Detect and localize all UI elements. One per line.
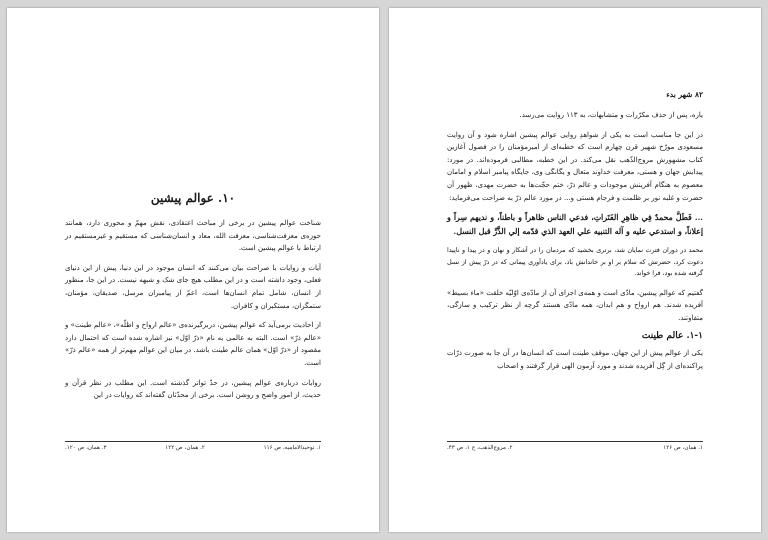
- footnote: ۱. همان، ص ۱۲۶: [663, 445, 703, 451]
- paragraph: روایات درباره‌ی عوالم پیشین، در حدّ تواتر گذشته است. این مطلب در نظر قرآن و حدیث، از امور واضح و روشن است. برخی از محدّثان گفته‌اند که روایات در این: [65, 378, 321, 400]
- paragraph: آیات و روایات با صراحت بیان می‌کنند که انسان موجود در این دنیا، پیش از این دنیای فعلی، وجود داشته است و در این مطلب هیچ جای شک و شبهه نیست. در این جا، منظور از انسان، شامل تمام انسان‌ها است، اعمّ از پیامبران مرسل، صدیقان، مؤمنان، ستمگران، مستکبران و کافران.: [65, 263, 321, 310]
- left-page-body: [65, 191, 321, 409]
- footnote: ۱. توحیدالامامیه، ص ۱۱۶: [263, 445, 321, 451]
- chapter-title: ۱۰. عوالم پیشین: [150, 191, 236, 205]
- footnotes: [447, 441, 703, 451]
- right-page: [389, 8, 761, 532]
- paragraph: شناخت عوالم پیشین در برخی از مباحث اعتقادی، نقش مهمّ و محوری دارد، همانند حوزه‌ی معرفت‌شناسی، معرفت الله، معاد و انسان‌شناسی که مستقیم و غیرمستقیم در ارتباط با عوالم پیشین است.: [65, 219, 321, 253]
- paragraph: در این جا مناسب است به یکی از شواهدِ روایی عوالم پیشین اشاره شود و آن روایت مسعودی مورّخ شهیر قرن چهارم است که خطبه‌ای از امیرمؤمنان را در فصول آغازین کتاب مشهورش مروج‌الذّهب نقل می‌کند. در این خطبه، مطالبی فرموده‌اند. در مورد: پیدایش جهان و هستی، معرفت خداوند متعال و یگانگی وی، جایگاه پیامبر اسلام و امامان معصوم به هنگام آفرینش موجودات و عالم ذرّ، ختم حجّت‌ها به حضرت مهدی، ظهور آن حضرت و غلبه نور بر ظلمت و فرجام هستی و... در مورد عالم ذرّ به صراحت می‌فرماید:: [447, 130, 703, 202]
- footnote: ۳. همان، ص ۱۲۰.: [65, 445, 107, 451]
- section-subtitle: ۱-۱. عالم طینت: [641, 331, 703, 342]
- right-page-body: [447, 109, 703, 380]
- paragraph: گفتیم که عوالم پیشین، مادّی است و همه‌ی اجزای آن از مادّه‌ی اوّلیّه خلقت «ماء بسیط» آفریده شدند. هم ارواح و هم ابدان، همه مادّی هستند گرچه از نظر ترکیب و سازگی، متفاوتند.: [447, 288, 703, 322]
- footnote: ۲. همان، ص ۱۲۲: [165, 445, 205, 451]
- running-header: ۸۲ شهر بدء: [666, 90, 703, 99]
- left-page: [7, 8, 379, 532]
- quote-translation: محمد در دوران فترت نمایان شد، برتری بخشید که مردمان را در آشکار و نهان و در پیدا و ناپیدا دعوت کرد، حضرتش که سلام بر او بر خاندانش باد، برای یادآوری پیمانی که در ذرّ پیش از نسل گرفته شده بود، فرا خواند.: [447, 247, 703, 278]
- footnotes: [65, 441, 321, 451]
- paragraph: یکی از عوالم پیش از این جهان، موقف طینت است که انسان‌ها در آن جا به صورت ذرّات پراکنده‌ای از گِل آفریده شدند و مورد آزمون الهی قرار گرفتند و اصحاب: [447, 349, 703, 371]
- paragraph: یاره، پس از حذف مکرّرات و متشابهات، به ۱۱۳ روایت می‌رسد.: [519, 111, 703, 119]
- footnote: ۲. مروج‌الذهب، ج ۱، ص ۴۳.: [447, 445, 513, 451]
- arabic-quote: ... فَطَلَّ محمدٌ فِي ظاهِرِ الفَتَراتِ، فدعي الناس ظاهراً و باطناً، و نديهم سِراً و إعلاناً، و استدعي عليه و آله التنبيه علي العهد الذي قدّمه إلي الذَّرِّ قبل النسل.: [447, 213, 703, 236]
- paragraph: از احادیث برمی‌آید که عوالم پیشین، دربرگیرنده‌ی «عالم ارواح و اظلّه»، «عالم طینت» و «عالم ذرّ» است. البته به عالمی به نام «ذرّ اوّل» نیز اشاره شده است که احتمال دارد مقصود از «ذرّ اوّل» همان عالم طینت باشد. در میان این عوالم مهم‌تر از همه «عالم ذرّ» است.: [65, 321, 321, 367]
